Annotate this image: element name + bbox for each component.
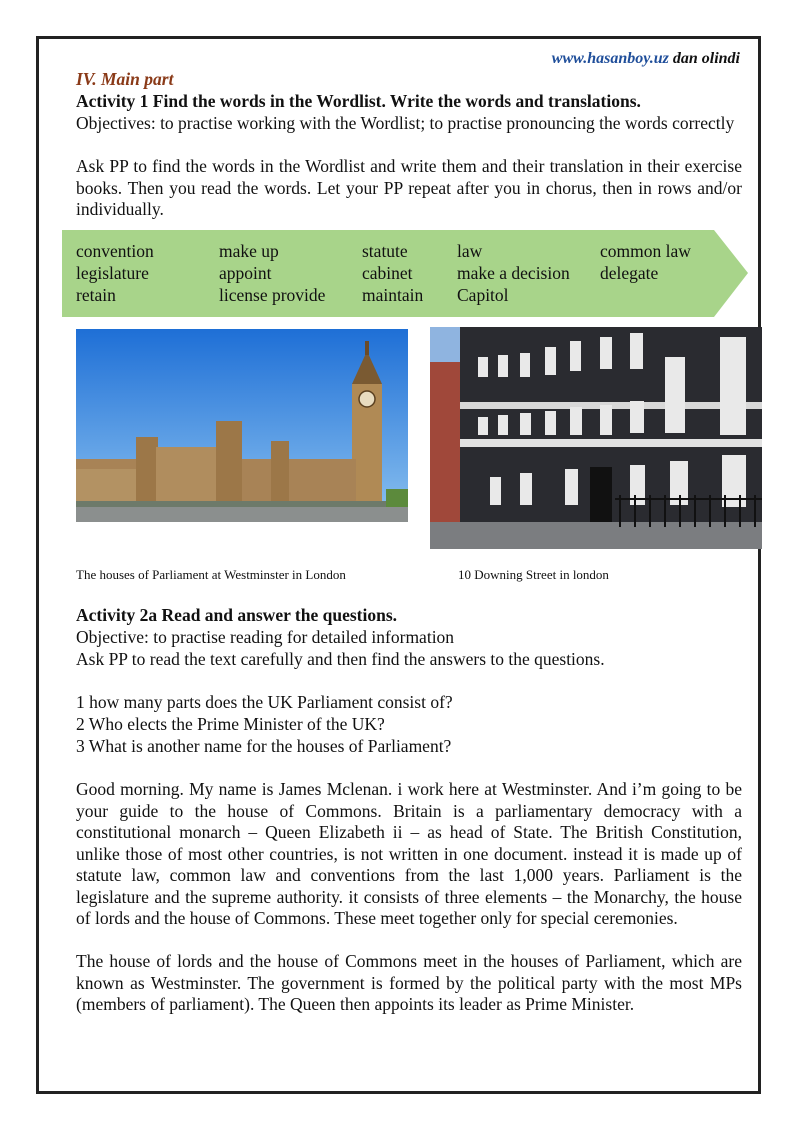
wordlist-word: license provide bbox=[219, 285, 326, 305]
wordlist-word: legislature bbox=[76, 263, 149, 283]
section-title: IV. Main part bbox=[76, 69, 174, 89]
activity1-objectives: Objectives: to practise working with the Wordlist; to practise pronouncing the words correctly bbox=[76, 113, 735, 133]
downing-street-caption: 10 Downing Street in london bbox=[458, 567, 609, 582]
question-1: 1 how many parts does the UK Parliament consist of? bbox=[76, 692, 453, 712]
reading-paragraph-2: The house of lords and the house of Commons meet in the houses of Parliament, which are known as Westminster. The government is formed by the political party with the most MPs (members of parliament). The Queen then appoints its leader as Prime Minister. bbox=[76, 951, 742, 1014]
site-url[interactable]: www.hasanboy.uz bbox=[551, 50, 669, 67]
wordlist-word: make up bbox=[219, 241, 279, 261]
downing-street-photo bbox=[430, 327, 762, 549]
site-watermark bbox=[552, 50, 740, 68]
wordlist-word: make a decision bbox=[457, 263, 570, 283]
parliament-caption: The houses of Parliament at Westminster in London bbox=[76, 567, 346, 582]
wordlist-word: law bbox=[457, 241, 483, 261]
wordlist-word: appoint bbox=[219, 263, 272, 283]
wordlist-word: statute bbox=[362, 241, 408, 261]
wordlist-word: common law bbox=[600, 241, 691, 261]
question-2: 2 Who elects the Prime Minister of the UK? bbox=[76, 714, 385, 734]
activity2-objective: Objective: to practise reading for detailed information bbox=[76, 627, 455, 647]
activity2-instructions: Ask PP to read the text carefully and then find the answers to the questions. bbox=[76, 649, 605, 669]
wordlist-word: retain bbox=[76, 285, 116, 305]
activity1-instructions: Ask PP to find the words in the Wordlist and write them and their translation in their exercise books. Then you read the words. Let your PP repeat after you in chorus, then in rows and/or individually. bbox=[76, 156, 742, 219]
activity2-title: Activity 2a Read and answer the questions. bbox=[76, 605, 398, 625]
wordlist-word: delegate bbox=[600, 263, 659, 283]
wordlist-word: Capitol bbox=[457, 285, 509, 305]
wordlist-banner bbox=[62, 230, 748, 317]
question-3: 3 What is another name for the houses of Parliament? bbox=[76, 736, 452, 756]
site-suffix: dan olindi bbox=[672, 50, 740, 67]
reading-paragraph-1: Good morning. My name is James Mclenan. i work here at Westminster. And i’m going to be your guide to the house of Commons. Britain is a parliamentary democracy with a constitutional monarch – Queen Elizabeth ii – as head of State. The British Constitution, unlike those of most other countries, is not written in one document. instead it is made up of statute law, common law and conventions from the last 1,000 years. Parliament is the legislature and the supreme authority. it consists of three elements – the Monarchy, the house of lords and the house of Commons. These meet together only for special ceremonies. bbox=[76, 779, 742, 928]
wordlist-word: maintain bbox=[362, 285, 424, 305]
wordlist-word: convention bbox=[76, 241, 154, 261]
parliament-photo bbox=[76, 329, 408, 522]
wordlist-word: cabinet bbox=[362, 263, 413, 283]
activity1-title: Activity 1 Find the words in the Wordlist. Write the words and translations. bbox=[76, 91, 641, 111]
